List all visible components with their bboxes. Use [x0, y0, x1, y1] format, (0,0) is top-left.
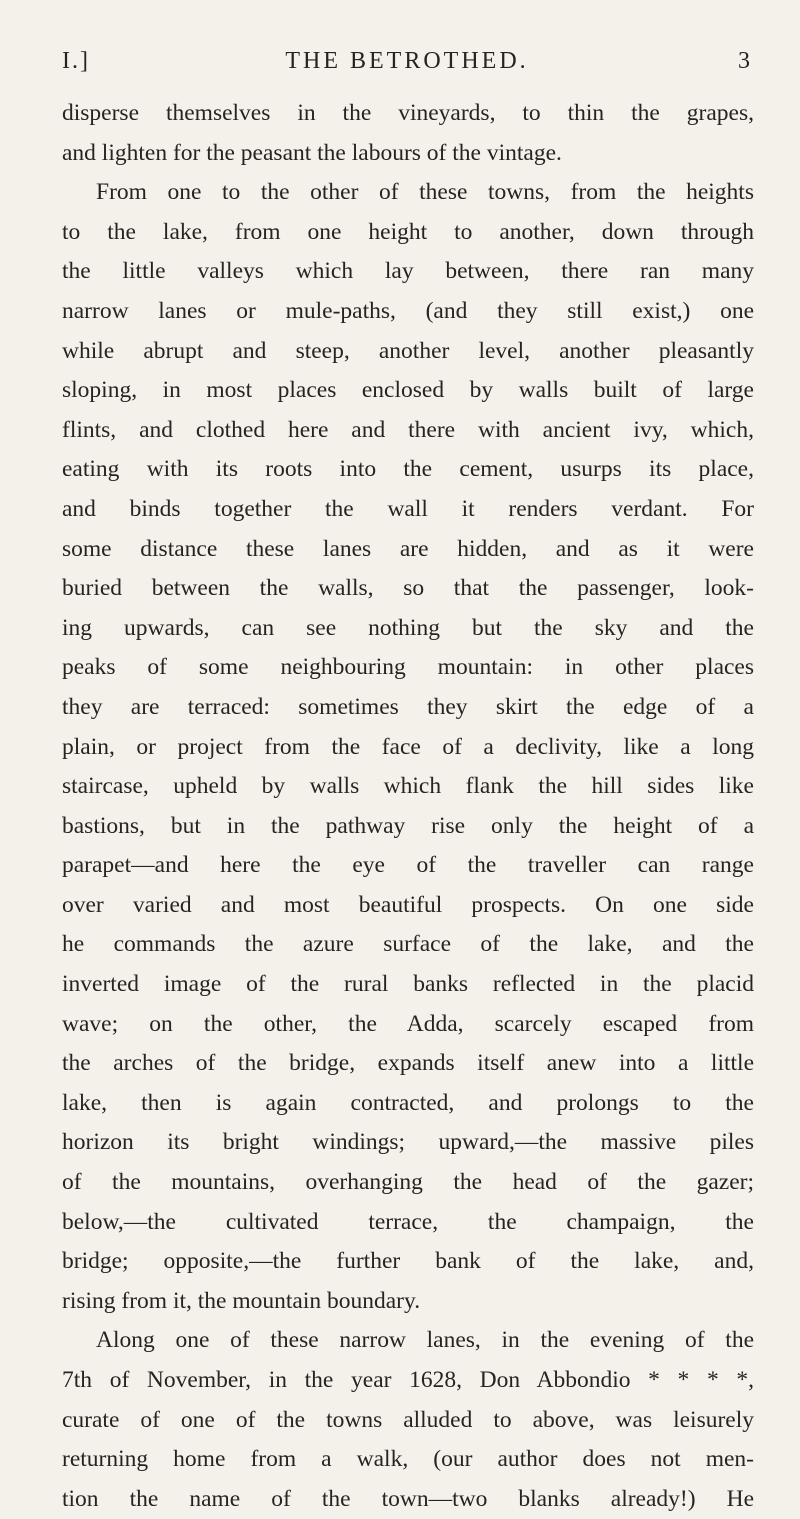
- text-line: they are terraced: sometimes they skirt the edge of a: [62, 693, 754, 720]
- text-line: horizon its bright windings; upward,—the massive piles: [62, 1129, 754, 1156]
- text-line: disperse themselves in the vineyards, to thin the grapes,: [62, 100, 754, 126]
- text-line: Along one of these narrow lanes, in the evening of the: [96, 1327, 754, 1354]
- page-number: 3: [738, 48, 752, 74]
- text-line: over varied and most beautiful prospects. On one side: [62, 891, 754, 918]
- chapter-marker: I.]: [62, 48, 90, 74]
- text-line: tion the name of the town—two blanks already!) He: [62, 1485, 754, 1512]
- text-line: sloping, in most places enclosed by walls built of large: [62, 377, 754, 404]
- text-line: bridge; opposite,—the further bank of the lake, and,: [62, 1248, 754, 1275]
- text-line: inverted image of the rural banks reflected in the placid: [62, 971, 754, 998]
- body-text: [62, 94, 754, 1519]
- text-line: plain, or project from the face of a declivity, like a long: [62, 733, 754, 760]
- text-line: while abrupt and steep, another level, another pleasantly: [62, 337, 754, 364]
- text-line: wave; on the other, the Adda, scarcely escaped from: [62, 1010, 754, 1037]
- text-line: flints, and clothed here and there with ancient ivy, which,: [62, 416, 754, 443]
- text-line: returning home from a walk, (our author does not men-: [62, 1446, 754, 1473]
- text-line: he commands the azure surface of the lake, and the: [62, 931, 754, 958]
- text-line: peaks of some neighbouring mountain: in other places: [62, 654, 754, 681]
- text-line: the little valleys which lay between, there ran many: [62, 258, 754, 285]
- text-line: and lighten for the peasant the labours of the vintage.: [62, 139, 562, 166]
- text-line: lake, then is again contracted, and prolongs to the: [62, 1089, 754, 1116]
- text-line: some distance these lanes are hidden, and as it were: [62, 535, 754, 562]
- text-line: the arches of the bridge, expands itself anew into a little: [62, 1050, 754, 1077]
- text-line: of the mountains, overhanging the head of the gazer;: [62, 1169, 754, 1196]
- text-line: staircase, upheld by walls which flank the hill sides like: [62, 773, 754, 800]
- text-line: eating with its roots into the cement, usurps its place,: [62, 456, 754, 483]
- text-line: rising from it, the mountain boundary.: [62, 1287, 421, 1314]
- text-line: narrow lanes or mule-paths, (and they still exist,) one: [62, 297, 754, 324]
- text-line: below,—the cultivated terrace, the champaign, the: [62, 1208, 754, 1235]
- book-title: THE BETROTHED.: [285, 48, 529, 74]
- text-line: buried between the walls, so that the passenger, look-: [62, 575, 754, 602]
- text-line: 7th of November, in the year 1628, Don Abbondio * * * *,: [62, 1367, 754, 1393]
- running-head: [62, 48, 752, 78]
- text-line: bastions, but in the pathway rise only the height of a: [62, 812, 754, 839]
- text-line: parapet—and here the eye of the traveller can range: [62, 852, 754, 879]
- text-line: ing upwards, can see nothing but the sky and the: [62, 614, 754, 641]
- text-line: From one to the other of these towns, from the heights: [96, 179, 754, 206]
- text-line: and binds together the wall it renders verdant. For: [62, 495, 754, 522]
- text-line: curate of one of the towns alluded to above, was leisurely: [62, 1406, 754, 1433]
- text-line: to the lake, from one height to another, down through: [62, 218, 754, 245]
